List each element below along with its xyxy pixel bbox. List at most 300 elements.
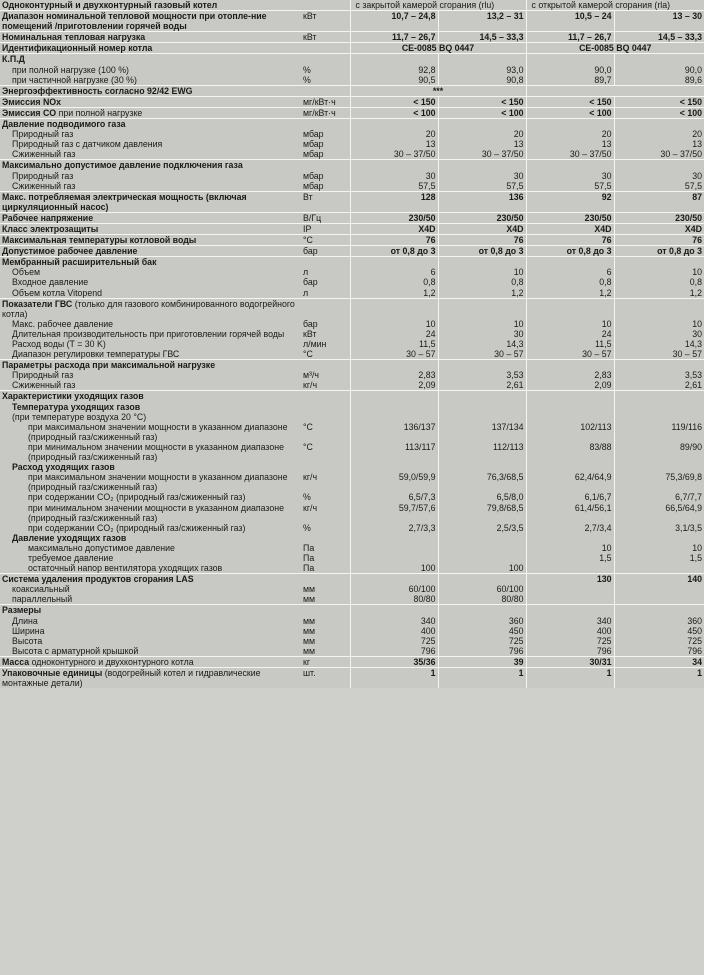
row-value: 10 [526, 319, 614, 329]
row-value [438, 360, 526, 371]
table-row [0, 360, 704, 371]
row-value: 230/50 [526, 212, 614, 223]
row-label: при полной нагрузке (100 %) [0, 65, 301, 75]
row-value [526, 605, 614, 616]
row-label: Масса одноконтурного и двухконтурного котла [0, 656, 301, 667]
row-value [614, 594, 704, 605]
row-value: 89,6 [614, 75, 704, 86]
row-value: < 100 [438, 107, 526, 118]
row-value: 1 [614, 668, 704, 689]
row-value: 13 [614, 139, 704, 149]
row-unit: В/Гц [301, 212, 350, 223]
row-value: 76 [350, 235, 438, 246]
row-value: 34 [614, 656, 704, 667]
row-value: 30 – 57 [438, 349, 526, 360]
row-unit: м³/ч [301, 370, 350, 380]
row-unit [301, 360, 350, 371]
row-unit: л/мин [301, 339, 350, 349]
row-value: от 0,8 до 3 [614, 246, 704, 257]
row-unit: Па [301, 563, 350, 574]
row-value: 89/90 [614, 442, 704, 462]
row-label: Высота с арматурной крышкой [0, 646, 301, 657]
row-value [438, 257, 526, 268]
row-unit: кг [301, 656, 350, 667]
row-unit: кВт [301, 329, 350, 339]
row-value: 136 [438, 191, 526, 212]
row-label: Объем котла Vitopend [0, 288, 301, 299]
table-row [0, 288, 704, 299]
row-value: 0,8 [438, 277, 526, 287]
open-chamber-header: с открытой камерой сгорания (rla) [526, 0, 704, 11]
row-value [438, 54, 526, 65]
row-value [350, 462, 438, 472]
row-value: от 0,8 до 3 [526, 246, 614, 257]
row-unit [301, 462, 350, 472]
table-row [0, 96, 704, 107]
row-value: 30 – 37/50 [438, 149, 526, 160]
row-value [350, 54, 438, 65]
row-value [614, 360, 704, 371]
row-value: 1,5 [526, 553, 614, 563]
row-label: параллельный [0, 594, 301, 605]
row-value: 400 [526, 626, 614, 636]
row-value [350, 391, 438, 402]
row-value: 90,0 [614, 65, 704, 75]
row-label: Эмиссия NOx [0, 96, 301, 107]
table-row [0, 594, 704, 605]
row-value [614, 402, 704, 422]
row-unit: % [301, 65, 350, 75]
row-unit: мм [301, 626, 350, 636]
row-unit: Па [301, 553, 350, 563]
table-row [0, 533, 704, 543]
row-value: 83/88 [526, 442, 614, 462]
row-value: 230/50 [438, 212, 526, 223]
row-value: 66,5/64,9 [614, 503, 704, 523]
row-value [438, 605, 526, 616]
row-value: 57,5 [438, 181, 526, 192]
row-value: 3,53 [438, 370, 526, 380]
table-row [0, 11, 704, 32]
row-value: 10 [438, 319, 526, 329]
row-unit [301, 54, 350, 65]
row-value: 14,5 – 33,3 [614, 32, 704, 43]
row-value: 340 [350, 616, 438, 626]
row-label: при содержании CO₂ (природный газ/сжиженный газ) [0, 523, 301, 533]
row-value: 62,4/64,9 [526, 472, 614, 492]
row-value [526, 257, 614, 268]
row-value: 2,61 [438, 380, 526, 391]
row-value: 90,8 [438, 75, 526, 86]
row-value: 30 – 37/50 [614, 149, 704, 160]
row-label: при максимальном значении мощности в указанном диапазоне (природный газ/сжиженный газ) [0, 472, 301, 492]
row-value: 1,2 [614, 288, 704, 299]
row-value: 230/50 [614, 212, 704, 223]
row-unit: мбар [301, 139, 350, 149]
row-value: 14,3 [438, 339, 526, 349]
row-unit [301, 574, 350, 585]
row-value: 450 [438, 626, 526, 636]
row-label: Давление уходящих газов [0, 533, 301, 543]
row-value: 113/117 [350, 442, 438, 462]
row-value [614, 298, 704, 319]
row-unit: % [301, 492, 350, 502]
row-value: 30 [438, 329, 526, 339]
row-unit: мбар [301, 181, 350, 192]
row-value [438, 391, 526, 402]
row-value: 76,3/68,5 [438, 472, 526, 492]
table-row [0, 267, 704, 277]
row-value: 725 [526, 636, 614, 646]
row-value: 39 [438, 656, 526, 667]
row-label: Природный газ [0, 129, 301, 139]
row-label: Ширина [0, 626, 301, 636]
row-label: Сжиженный газ [0, 149, 301, 160]
row-value: 6,5/8,0 [438, 492, 526, 502]
table-row [0, 246, 704, 257]
row-value: от 0,8 до 3 [438, 246, 526, 257]
row-unit [301, 160, 350, 171]
row-value: 80/80 [438, 594, 526, 605]
row-unit: мбар [301, 129, 350, 139]
table-row [0, 119, 704, 130]
header-row [0, 0, 704, 11]
row-unit: % [301, 523, 350, 533]
row-value: 13 [350, 139, 438, 149]
table-row [0, 472, 704, 492]
row-value [438, 298, 526, 319]
table-row [0, 149, 704, 160]
row-value: 130 [526, 574, 614, 585]
row-value: 2,09 [350, 380, 438, 391]
table-row [0, 319, 704, 329]
row-label: Высота [0, 636, 301, 646]
closed-chamber-header: с закрытой камерой сгорания (rlu) [350, 0, 526, 11]
table-row [0, 626, 704, 636]
row-value: 140 [614, 574, 704, 585]
table-row [0, 298, 704, 319]
row-value: 450 [614, 626, 704, 636]
table-row [0, 656, 704, 667]
row-value [526, 402, 614, 422]
row-value: 3,53 [614, 370, 704, 380]
row-label: максимально допустимое давление [0, 543, 301, 553]
row-label: остаточный напор вентилятора уходящих газов [0, 563, 301, 574]
row-value: X4D [350, 223, 438, 234]
row-value [350, 119, 438, 130]
row-value [614, 119, 704, 130]
row-value: 10 [526, 543, 614, 553]
row-label: Объем [0, 267, 301, 277]
row-unit [301, 43, 350, 54]
table-row [0, 329, 704, 339]
row-value: 11,7 – 26,7 [526, 32, 614, 43]
row-value: 30 [614, 329, 704, 339]
row-value [614, 533, 704, 543]
row-unit: % [301, 75, 350, 86]
row-value: 20 [526, 129, 614, 139]
row-value: 2,7/3,3 [350, 523, 438, 533]
row-value: 24 [350, 329, 438, 339]
row-unit: Вт [301, 191, 350, 212]
row-unit: °C [301, 235, 350, 246]
row-value: 725 [614, 636, 704, 646]
row-value [350, 257, 438, 268]
row-value: < 150 [438, 96, 526, 107]
row-value: 13 [438, 139, 526, 149]
row-unit: бар [301, 246, 350, 257]
row-value [350, 543, 438, 553]
row-unit: °C [301, 442, 350, 462]
row-value [438, 119, 526, 130]
row-label: Эмиссия CO при полной нагрузке [0, 107, 301, 118]
row-value: 6,1/6,7 [526, 492, 614, 502]
table-row [0, 65, 704, 75]
row-value: 80/80 [350, 594, 438, 605]
row-value [614, 563, 704, 574]
row-value [614, 584, 704, 594]
row-value: 13 [526, 139, 614, 149]
table-row [0, 85, 704, 96]
row-value [350, 605, 438, 616]
row-value: 2,83 [526, 370, 614, 380]
row-value [350, 533, 438, 543]
row-value: 2,09 [526, 380, 614, 391]
row-value: 1,2 [350, 288, 438, 299]
row-value: 112/113 [438, 442, 526, 462]
row-value: 30 [526, 171, 614, 181]
row-value: 6 [526, 267, 614, 277]
table-row [0, 191, 704, 212]
row-value: 11,5 [350, 339, 438, 349]
row-value: 93,0 [438, 65, 526, 75]
row-value: 796 [526, 646, 614, 657]
table-row [0, 391, 704, 402]
row-value: 90,0 [526, 65, 614, 75]
row-label: Природный газ [0, 171, 301, 181]
row-value: 230/50 [350, 212, 438, 223]
row-label: Диапазон регулировки температуры ГВС [0, 349, 301, 360]
row-value: 340 [526, 616, 614, 626]
row-label: Сжиженный газ [0, 380, 301, 391]
table-row [0, 235, 704, 246]
row-value [614, 391, 704, 402]
table-row [0, 563, 704, 574]
row-unit [301, 85, 350, 96]
row-value [526, 119, 614, 130]
row-value: 20 [350, 129, 438, 139]
row-value: 61,4/56,1 [526, 503, 614, 523]
row-value [614, 462, 704, 472]
row-label: Упаковочные единицы (водогрейный котел и гидравлические монтажные детали) [0, 668, 301, 689]
row-unit: мм [301, 584, 350, 594]
row-value: *** [350, 85, 526, 96]
table-row [0, 380, 704, 391]
row-value: 0,8 [614, 277, 704, 287]
row-value [526, 584, 614, 594]
row-unit [301, 391, 350, 402]
table-row [0, 553, 704, 563]
row-value: 13 – 30 [614, 11, 704, 32]
row-value: 100 [438, 563, 526, 574]
row-label: Диапазон номинальной тепловой мощности при отопле-ние помещений /приготовлении горячей воды [0, 11, 301, 32]
row-label: К.П.Д [0, 54, 301, 65]
table-row [0, 574, 704, 585]
row-value: 2,61 [614, 380, 704, 391]
row-value: 0,8 [526, 277, 614, 287]
row-unit: °C [301, 422, 350, 442]
row-unit: IP [301, 223, 350, 234]
row-label: при содержании CO₂ (природный газ/сжиженный газ) [0, 492, 301, 502]
row-value: 796 [438, 646, 526, 657]
row-value: 725 [350, 636, 438, 646]
row-unit: бар [301, 319, 350, 329]
row-value: 119/116 [614, 422, 704, 442]
table-row [0, 503, 704, 523]
row-label: Идентификационный номер котла [0, 43, 301, 54]
row-unit: кВт [301, 11, 350, 32]
row-value [526, 533, 614, 543]
row-label: Входное давление [0, 277, 301, 287]
row-label: требуемое давление [0, 553, 301, 563]
row-label: при минимальном значении мощности в указанном диапазоне (природный газ/сжиженный газ) [0, 442, 301, 462]
table-row [0, 277, 704, 287]
row-value: 76 [614, 235, 704, 246]
table-row [0, 339, 704, 349]
row-value: 6,7/7,7 [614, 492, 704, 502]
row-value: 102/113 [526, 422, 614, 442]
row-value [350, 360, 438, 371]
table-row [0, 160, 704, 171]
row-unit [301, 402, 350, 422]
row-value: 30 – 57 [350, 349, 438, 360]
row-value: 30 [614, 171, 704, 181]
row-value: 79,8/68,5 [438, 503, 526, 523]
row-value: < 150 [526, 96, 614, 107]
row-value [438, 553, 526, 563]
row-value: 1 [350, 668, 438, 689]
row-value: 128 [350, 191, 438, 212]
table-row [0, 212, 704, 223]
row-unit: кВт [301, 32, 350, 43]
row-value: 20 [438, 129, 526, 139]
table-row [0, 181, 704, 192]
table-row [0, 129, 704, 139]
row-unit [301, 533, 350, 543]
row-value: 92 [526, 191, 614, 212]
table-row [0, 139, 704, 149]
row-value: 1,5 [614, 553, 704, 563]
row-label: Размеры [0, 605, 301, 616]
row-value: 2,83 [350, 370, 438, 380]
row-value [526, 462, 614, 472]
row-value: 10,7 – 24,8 [350, 11, 438, 32]
table-row [0, 605, 704, 616]
row-label: Природный газ с датчиком давления [0, 139, 301, 149]
row-label: коаксиальный [0, 584, 301, 594]
table-row [0, 422, 704, 442]
row-label: Рабочее напряжение [0, 212, 301, 223]
row-value: < 100 [614, 107, 704, 118]
row-value: 24 [526, 329, 614, 339]
row-value: 57,5 [526, 181, 614, 192]
row-value [438, 462, 526, 472]
row-value: 137/134 [438, 422, 526, 442]
row-value: 100 [350, 563, 438, 574]
row-value: 796 [350, 646, 438, 657]
row-unit [301, 119, 350, 130]
row-value: 30 – 57 [526, 349, 614, 360]
row-value: 60/100 [438, 584, 526, 594]
row-value: 30 – 37/50 [350, 149, 438, 160]
table-row [0, 584, 704, 594]
row-value: 796 [614, 646, 704, 657]
row-label: Сжиженный газ [0, 181, 301, 192]
row-unit: Па [301, 543, 350, 553]
row-value: 10 [614, 543, 704, 553]
row-value: < 150 [614, 96, 704, 107]
row-label: Длина [0, 616, 301, 626]
row-value: 20 [614, 129, 704, 139]
row-value: CE-0085 BQ 0447 [350, 43, 526, 54]
row-value: 14,5 – 33,3 [438, 32, 526, 43]
row-label: Расход воды (T = 30 K) [0, 339, 301, 349]
row-label: Допустимое рабочее давление [0, 246, 301, 257]
row-value: 76 [526, 235, 614, 246]
row-unit: мг/кВт·ч [301, 107, 350, 118]
row-label: Показатели ГВС (только для газового комбинированного водогрейного котла) [0, 298, 301, 319]
table-row [0, 646, 704, 657]
row-unit: °C [301, 349, 350, 360]
row-value: X4D [614, 223, 704, 234]
row-value: 30 – 37/50 [526, 149, 614, 160]
row-unit: бар [301, 277, 350, 287]
row-value: 89,7 [526, 75, 614, 86]
table-row [0, 257, 704, 268]
row-value: 30 [438, 171, 526, 181]
row-value: 1 [438, 668, 526, 689]
table-row [0, 402, 704, 422]
row-value: 59,7/57,6 [350, 503, 438, 523]
row-value: CE-0085 BQ 0447 [526, 43, 704, 54]
table-row [0, 32, 704, 43]
row-value: X4D [526, 223, 614, 234]
row-value: 14,3 [614, 339, 704, 349]
table-row [0, 43, 704, 54]
row-value [614, 605, 704, 616]
row-unit: мбар [301, 149, 350, 160]
table-row [0, 462, 704, 472]
row-value: 76 [438, 235, 526, 246]
row-label: Характеристики уходящих газов [0, 391, 301, 402]
row-unit: л [301, 267, 350, 277]
row-value: от 0,8 до 3 [350, 246, 438, 257]
row-unit: кг/ч [301, 380, 350, 391]
row-value: 10 [614, 267, 704, 277]
table-row [0, 492, 704, 502]
row-unit: кг/ч [301, 472, 350, 492]
row-value: 13,2 – 31 [438, 11, 526, 32]
row-value: 1,2 [438, 288, 526, 299]
table-row [0, 54, 704, 65]
row-value [526, 360, 614, 371]
row-value: 11,7 – 26,7 [350, 32, 438, 43]
row-value: 10,5 – 24 [526, 11, 614, 32]
row-unit [301, 298, 350, 319]
row-value: 1,2 [526, 288, 614, 299]
row-label: Параметры расхода при максимальной нагрузке [0, 360, 301, 371]
row-value [438, 543, 526, 553]
